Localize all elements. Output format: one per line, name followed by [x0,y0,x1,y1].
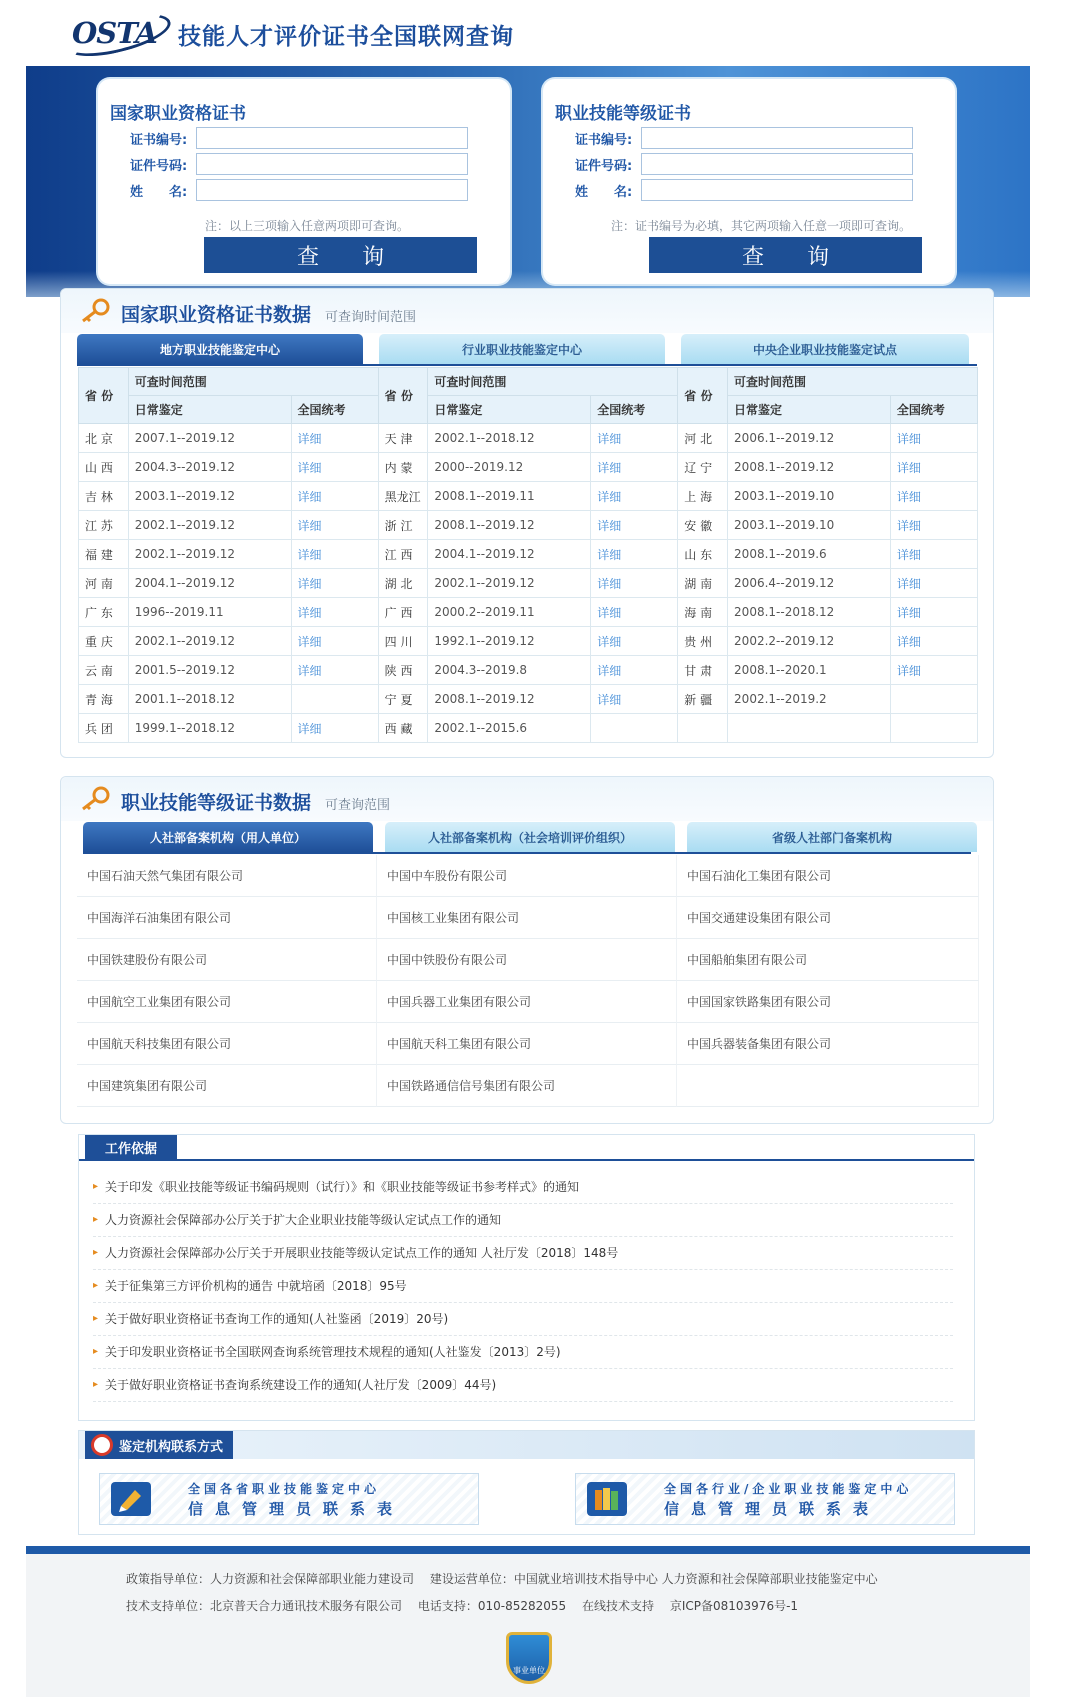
detail-link[interactable]: 详细 [291,511,378,540]
contacts-title: 鉴定机构联系方式 [119,1439,224,1455]
contact-card-line1: 全国各行业/企业职业技能鉴定中心 [664,1482,913,1496]
tab-training-org[interactable]: 人社部备案机构（社会培训评价组织） [385,822,675,852]
province-cell: 西 藏 [378,714,428,743]
certificate-number-label: 证书编号: [575,132,633,148]
province-cell: 宁 夏 [378,685,428,714]
range-cell: 2002.1--2018.12 [428,424,591,453]
detail-link[interactable]: 详细 [591,453,678,482]
range-cell: 2008.1--2019.12 [728,453,891,482]
skill-level-search-form [543,79,955,284]
id-number-label: 证件号码: [575,158,633,174]
company-link[interactable]: 中国建筑集团有限公司 [77,1065,377,1107]
contact-card-text [664,1479,912,1519]
industry-contact-table-link[interactable] [575,1473,955,1525]
detail-link[interactable]: 详细 [890,424,977,453]
province-cell: 海 南 [678,598,728,627]
contact-card-line2: 信息管理员联系表 [664,1500,881,1518]
panel-subtitle: 可查询范围 [325,798,391,813]
field-row [130,179,468,201]
detail-link[interactable]: 详细 [890,482,977,511]
range-cell: 2004.1--2019.12 [128,569,291,598]
detail-link [591,714,678,743]
header-range: 可查时间范围 [128,368,378,396]
work-basis-link[interactable]: ▸ 关于做好职业资格证书查询工作的通知(人社鉴函〔2019〕20号) [93,1303,953,1336]
contacts-panel [78,1430,975,1535]
company-link[interactable]: 中国航天科工集团有限公司 [377,1023,677,1065]
range-cell: 2001.5--2019.12 [128,656,291,685]
public-institution-badge-icon[interactable]: 事业单位 [506,1632,552,1684]
id-number-input[interactable] [641,153,913,175]
detail-link[interactable]: 详细 [591,511,678,540]
contact-card-text [188,1479,404,1519]
company-link[interactable]: 中国中车股份有限公司 [377,855,677,897]
header-daily: 日常鉴定 [128,396,291,424]
header-national: 全国统考 [890,396,977,424]
province-cell: 河 北 [678,424,728,453]
certificate-number-input[interactable] [196,127,468,149]
range-cell [728,714,891,743]
range-cell: 2002.1--2019.12 [128,540,291,569]
detail-link[interactable]: 详细 [291,627,378,656]
range-cell: 2008.1--2018.12 [728,598,891,627]
detail-link[interactable]: 详细 [591,569,678,598]
key-icon [79,297,113,325]
range-cell: 1992.1--2019.12 [428,627,591,656]
table-row [79,627,978,656]
name-input[interactable] [196,179,468,201]
range-cell: 2003.1--2019.10 [728,482,891,511]
logo-text: OSTA [72,16,157,50]
tab-employer-org[interactable]: 人社部备案机构（用人单位） [83,822,373,852]
certificate-number-input[interactable] [641,127,913,149]
skill-level-data-panel [60,776,994,1124]
province-cell: 上 海 [678,482,728,511]
range-cell: 2008.1--2019.12 [428,685,591,714]
detail-link[interactable]: 详细 [591,627,678,656]
company-link[interactable]: 中国兵器装备集团有限公司 [677,1023,979,1065]
province-contact-table-link[interactable] [99,1473,479,1525]
range-cell: 1999.1--2018.12 [128,714,291,743]
province-cell: 湖 北 [378,569,428,598]
province-cell: 山 东 [678,540,728,569]
range-cell: 2006.1--2019.12 [728,424,891,453]
detail-link[interactable]: 详细 [591,685,678,714]
range-cell: 2004.3--2019.8 [428,656,591,685]
detail-link [890,685,977,714]
range-cell: 2002.1--2019.12 [128,511,291,540]
province-cell: 江 西 [378,540,428,569]
work-basis-underline [79,1159,974,1161]
range-cell: 2003.1--2019.10 [728,511,891,540]
name-label: 姓 名: [130,184,188,200]
table-row [79,453,978,482]
company-link[interactable]: 中国交通建设集团有限公司 [677,897,979,939]
footer-bar [26,1546,1030,1554]
id-number-label: 证件号码: [130,158,188,174]
name-input[interactable] [641,179,913,201]
field-row [575,179,913,201]
contact-badge-icon [91,1434,113,1456]
name-label: 姓 名: [575,184,633,200]
province-cell: 云 南 [79,656,129,685]
key-icon [79,785,113,813]
site-title: 技能人才评价证书全国联网查询 [178,24,514,50]
company-link[interactable]: 中国船舶集团有限公司 [677,939,979,981]
qualification-tabs [77,334,969,364]
contact-card-line1: 全国各省职业技能鉴定中心 [188,1482,381,1496]
range-cell: 2008.1--2019.12 [428,511,591,540]
province-cell: 陕 西 [378,656,428,685]
range-cell: 2002.1--2015.6 [428,714,591,743]
range-cell: 2008.1--2019.11 [428,482,591,511]
province-cell: 兵 团 [79,714,129,743]
contact-card-line2: 信息管理员联系表 [188,1500,405,1518]
range-cell: 2004.3--2019.12 [128,453,291,482]
skill-level-query-button[interactable]: 查 询 [649,237,922,273]
province-cell: 新 疆 [678,685,728,714]
detail-link[interactable]: 详细 [291,482,378,511]
company-link[interactable]: 中国核工业集团有限公司 [377,897,677,939]
province-cell: 浙 江 [378,511,428,540]
detail-link[interactable]: 详细 [890,453,977,482]
table-row [79,656,978,685]
province-cell: 山 西 [79,453,129,482]
detail-link[interactable]: 详细 [291,540,378,569]
detail-link[interactable]: 详细 [591,598,678,627]
footer-icp-link[interactable]: 京ICP备08103976号-1 [669,1599,799,1613]
province-cell [678,714,728,743]
province-cell: 甘 肃 [678,656,728,685]
field-row [130,153,468,175]
province-cell: 湖 南 [678,569,728,598]
table-row [79,685,978,714]
footer-phone: 电话支持：010-85282055 [417,1599,567,1613]
range-cell: 2000.2--2019.11 [428,598,591,627]
range-cell: 2008.1--2019.6 [728,540,891,569]
province-cell: 广 西 [378,598,428,627]
field-row [130,127,468,149]
panel-title: 国家职业资格证书数据 [121,304,312,326]
footer-online-support-link[interactable]: 在线技术支持 [582,1599,655,1613]
detail-link[interactable]: 详细 [591,656,678,685]
qualification-query-button[interactable]: 查 询 [204,237,477,273]
panel-subtitle: 可查询时间范围 [325,310,417,325]
province-cell: 内 蒙 [378,453,428,482]
footer-policy-unit: 政策指导单位：人力资源和社会保障部职业能力建设司 [126,1572,415,1586]
osta-logo-mark [64,14,168,52]
province-cell: 贵 州 [678,627,728,656]
panel-title: 职业技能等级证书数据 [121,792,312,814]
range-cell: 2002.2--2019.12 [728,627,891,656]
header-province: 省 份 [678,368,728,424]
tab-local-center[interactable]: 地方职业技能鉴定中心 [77,334,363,364]
certificate-number-label: 证书编号: [130,132,188,148]
province-cell: 河 南 [79,569,129,598]
table-row [79,540,978,569]
header-range: 可查时间范围 [728,368,978,396]
company-link[interactable]: 中国航空工业集团有限公司 [77,981,377,1023]
company-link[interactable]: 中国国家铁路集团有限公司 [677,981,979,1023]
table-row [79,714,978,743]
header-province: 省 份 [79,368,129,424]
footer [26,1546,1030,1697]
id-number-input[interactable] [196,153,468,175]
range-cell: 2004.1--2019.12 [428,540,591,569]
detail-link[interactable]: 详细 [291,656,378,685]
detail-link[interactable]: 详细 [591,482,678,511]
detail-link[interactable]: 详细 [890,511,977,540]
tab-underline [77,364,977,366]
detail-link [890,714,977,743]
detail-link[interactable]: 详细 [890,627,977,656]
province-cell: 江 苏 [79,511,129,540]
detail-link[interactable]: 详细 [890,569,977,598]
work-basis-tab: 工作依据 [85,1135,177,1159]
footer-tech-unit: 技术支持单位：北京普天合力通讯技术服务有限公司 [126,1599,403,1613]
field-row [575,153,913,175]
tab-central-enterprise[interactable]: 中央企业职业技能鉴定试点 [681,334,969,364]
work-basis-link[interactable]: ▸ 关于征集第三方评价机构的通告 中就培函〔2018〕95号 [93,1270,953,1303]
qualification-table-body [79,424,978,743]
table-row [79,598,978,627]
range-cell: 2002.1--2019.12 [128,627,291,656]
detail-link[interactable]: 详细 [291,424,378,453]
header-daily: 日常鉴定 [728,396,891,424]
qualification-data-panel [60,288,994,758]
header-national: 全国统考 [591,396,678,424]
work-basis-link[interactable]: ▸ 人力资源社会保障部办公厅关于开展职业技能等级认定试点工作的通知 人社厅发〔2018〕148号 [93,1237,953,1270]
range-cell: 2006.4--2019.12 [728,569,891,598]
work-basis-link[interactable]: ▸ 关于做好职业资格证书查询系统建设工作的通知(人社厅发〔2009〕44号) [93,1369,953,1402]
range-cell: 1996--2019.11 [128,598,291,627]
company-link [677,1065,979,1107]
form-note: 注：证书编号为必填，其它两项输入任意一项即可查询。 [611,219,912,233]
header-province: 省 份 [378,368,428,424]
province-cell: 黑龙江 [378,482,428,511]
range-cell: 2000--2019.12 [428,453,591,482]
pencil-icon [100,1473,162,1525]
qualification-table [78,367,978,743]
tab-provincial-org[interactable]: 省级人社部门备案机构 [687,822,977,852]
work-basis-link[interactable]: ▸ 关于印发《职业技能等级证书编码规则（试行）》和《职业技能等级证书参考样式》的通知 [93,1171,953,1204]
range-cell: 2003.1--2019.12 [128,482,291,511]
company-link[interactable]: 中国航天科技集团有限公司 [77,1023,377,1065]
range-cell: 2007.1--2019.12 [128,424,291,453]
company-link[interactable]: 中国铁建股份有限公司 [77,939,377,981]
detail-link[interactable]: 详细 [591,424,678,453]
table-row [79,569,978,598]
detail-link [291,685,378,714]
province-cell: 四 川 [378,627,428,656]
company-link[interactable]: 中国石油化工集团有限公司 [677,855,979,897]
table-row [79,482,978,511]
province-cell: 吉 林 [79,482,129,511]
header-national: 全国统考 [291,396,378,424]
form-note: 注：以上三项输入任意两项即可查询。 [205,219,410,233]
company-link[interactable]: 中国石油天然气集团有限公司 [77,855,377,897]
detail-link[interactable]: 详细 [890,540,977,569]
qualification-search-form [98,79,510,284]
footer-operation-unit: 建设运营单位：中国就业培训技术指导中心 人力资源和社会保障部职业技能鉴定中心 [429,1572,878,1586]
company-link[interactable]: 中国兵器工业集团有限公司 [377,981,677,1023]
detail-link[interactable]: 详细 [291,598,378,627]
tab-underline [83,852,971,854]
detail-link[interactable]: 详细 [291,569,378,598]
province-cell: 天 津 [378,424,428,453]
tab-industry-center[interactable]: 行业职业技能鉴定中心 [379,334,665,364]
province-cell: 安 徽 [678,511,728,540]
province-cell: 重 庆 [79,627,129,656]
site-header [0,0,1080,66]
books-icon [576,1473,638,1525]
table-row [79,511,978,540]
header-daily: 日常鉴定 [428,396,591,424]
osta-logo[interactable] [64,14,168,52]
footer-line-2 [126,1597,810,1614]
field-row [575,127,913,149]
work-basis-link[interactable]: ▸ 关于印发职业资格证书全国联网查询系统管理技术规程的通知(人社鉴发〔2013〕2号) [93,1336,953,1369]
company-link[interactable]: 中国中铁股份有限公司 [377,939,677,981]
range-cell: 2008.1--2020.1 [728,656,891,685]
province-cell: 辽 宁 [678,453,728,482]
company-link[interactable]: 中国铁路通信信号集团有限公司 [377,1065,677,1107]
footer-line-1 [126,1570,890,1587]
range-cell: 2001.1--2018.12 [128,685,291,714]
detail-link[interactable]: 详细 [291,714,378,743]
detail-link[interactable]: 详细 [890,598,977,627]
work-basis-panel [78,1134,975,1421]
province-cell: 福 建 [79,540,129,569]
contacts-tab [85,1431,233,1459]
form-title: 职业技能等级证书 [555,104,691,124]
work-basis-link[interactable]: ▸ 人力资源社会保障部办公厅关于扩大企业职业技能等级认定试点工作的通知 [93,1204,953,1237]
detail-link[interactable]: 详细 [291,453,378,482]
detail-link[interactable]: 详细 [591,540,678,569]
header-range: 可查时间范围 [428,368,678,396]
detail-link[interactable]: 详细 [890,656,977,685]
province-cell: 青 海 [79,685,129,714]
range-cell: 2002.1--2019.12 [428,569,591,598]
range-cell: 2002.1--2019.2 [728,685,891,714]
form-title: 国家职业资格证书 [110,104,246,124]
province-cell: 广 东 [79,598,129,627]
province-cell: 北 京 [79,424,129,453]
company-grid [77,855,979,1107]
skill-level-tabs [83,822,977,852]
table-row [79,424,978,453]
company-link[interactable]: 中国海洋石油集团有限公司 [77,897,377,939]
work-basis-list [93,1171,953,1402]
